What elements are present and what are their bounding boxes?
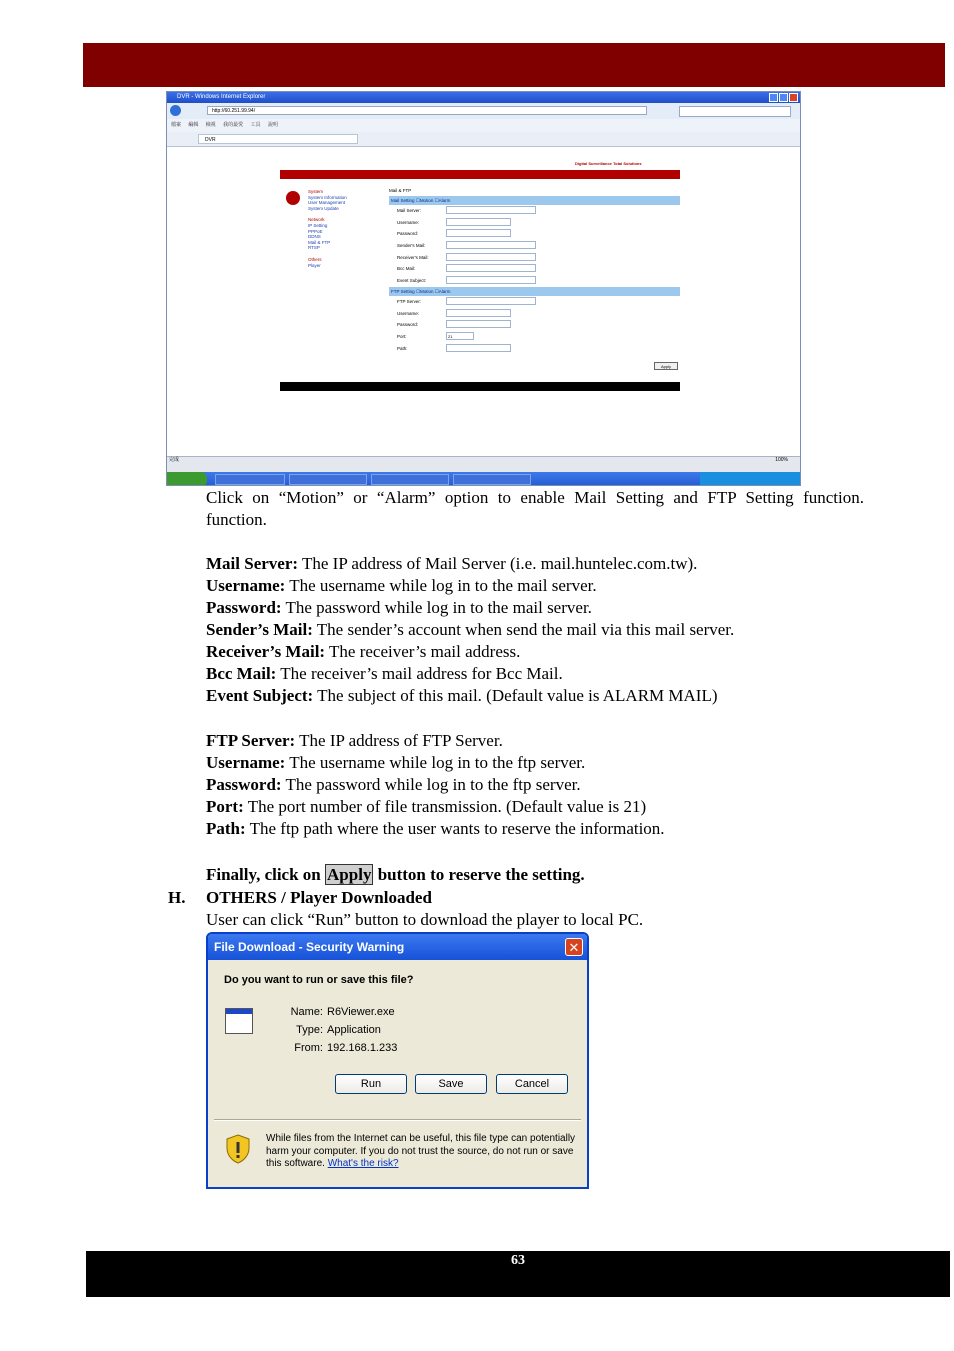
zoom-level[interactable]: 100% [775, 457, 788, 463]
field-label: Sender's Mail: [397, 243, 426, 249]
dvr-side-nav [308, 189, 347, 268]
maximize-icon[interactable] [779, 93, 788, 102]
ftp-setting-band: FTP Setting ☐Motion ☐Alarm [389, 287, 680, 296]
nav-item[interactable]: System Update [308, 205, 339, 211]
dvr-logo-icon [286, 191, 300, 205]
mail-password-input[interactable] [446, 229, 511, 237]
system-tray [700, 472, 800, 486]
form-section-title: Mail & FTP [389, 188, 412, 193]
back-icon[interactable] [170, 105, 181, 116]
nav-item[interactable]: RTSP [308, 245, 320, 251]
file-from: 192.168.1.233 [327, 1042, 398, 1054]
window-controls [769, 93, 798, 102]
sender-mail-input[interactable] [446, 241, 536, 249]
browser-window-title: DVR - Windows Internet Explorer [177, 94, 266, 100]
address-input[interactable]: http://60.251.99.94/ [207, 106, 647, 115]
mail-ftp-form [389, 188, 680, 354]
nav-item[interactable]: User Management [308, 200, 346, 206]
browser-title-bar [167, 92, 800, 103]
nav-item[interactable]: IP Setting [308, 222, 328, 228]
dvr-footer-bar [280, 382, 680, 391]
field-label: Event Subject: [397, 278, 427, 284]
taskbar-item[interactable] [289, 474, 367, 485]
divider [214, 1119, 581, 1121]
definition-row: Password: The password while log in to the mail server. [206, 598, 592, 617]
definition-row: Username: The username while log in to the ftp server. [206, 753, 586, 772]
taskbar-item[interactable] [215, 474, 285, 485]
dvr-header-bar [280, 170, 680, 179]
section-marker: H. [168, 888, 186, 907]
menu-bar: 檔案 編輯 檢視 我的最愛 工具 說明 [167, 119, 800, 132]
nav-header-system: System [308, 189, 324, 194]
definition-row: Path: The ftp path where the user wants to reserve the information. [206, 819, 665, 838]
application-icon [225, 1008, 253, 1034]
start-button[interactable] [167, 472, 207, 486]
field-label: FTP Server: [397, 298, 422, 304]
dialog-title: File Download - Security Warning [208, 934, 587, 960]
apply-button-inline: Apply [327, 865, 372, 884]
save-button[interactable]: Save [415, 1074, 487, 1094]
close-icon[interactable] [789, 93, 798, 102]
address-bar [167, 103, 800, 119]
cancel-button[interactable]: Cancel [496, 1074, 568, 1094]
definition-row: FTP Server: The IP address of FTP Server. [206, 731, 503, 750]
field-label: Username: [397, 219, 420, 225]
browser-screenshot [166, 91, 801, 486]
motion-checkbox[interactable]: Motion [419, 288, 434, 294]
field-label: Password: [397, 322, 419, 328]
file-name-row: Name: R6Viewer.exe [290, 1006, 395, 1018]
page-number: 63 [511, 1253, 525, 1268]
security-warning: While files from the Internet can be useful, this file type can potentially harm your computer. If you do not trust the source, do not run or save this software. What's the risk? [266, 1133, 576, 1169]
definition-row: Port: The port number of file transmission. (Default value is 21) [206, 797, 647, 816]
field-label: Mail Server: [397, 208, 422, 213]
mail-setting-band: Mail Setting ☐Motion ☐Alarm [389, 196, 680, 205]
ftp-definitions [206, 730, 864, 840]
close-icon[interactable]: ✕ [565, 938, 583, 956]
field-label: Receiver's Mail: [397, 254, 429, 260]
dialog-question: Do you want to run or save this file? [224, 974, 414, 986]
definition-row: Sender’s Mail: The sender’s account when send the mail via this mail server. [206, 620, 735, 639]
header-bar [83, 43, 945, 87]
definition-row: Password: The password while log in to the ftp server. [206, 775, 581, 794]
favorites-bar [167, 132, 800, 147]
field-label: Port: [397, 333, 407, 339]
ftp-port-input[interactable]: 21 [446, 332, 474, 340]
file-name: R6Viewer.exe [327, 1006, 395, 1018]
file-download-dialog [206, 932, 589, 1189]
search-input[interactable] [679, 106, 791, 117]
apply-button[interactable]: Apply [654, 362, 678, 370]
taskbar-item[interactable] [453, 474, 531, 485]
status-text: 完成 [169, 457, 180, 463]
nav-header-network: Network [308, 217, 325, 223]
dvr-slogan: Digital Surveillance Total Solutions [575, 161, 642, 166]
ftp-password-input[interactable] [446, 320, 511, 328]
intro-text-tail: function. [206, 510, 267, 529]
ftp-username-input[interactable] [446, 309, 511, 317]
bcc-mail-input[interactable] [446, 264, 536, 272]
nav-item[interactable]: DDNS [308, 234, 321, 240]
section-title: OTHERS / Player Downloaded [206, 888, 432, 907]
mail-username-input[interactable] [446, 218, 511, 226]
field-label: Username: [397, 310, 420, 316]
ftp-path-input[interactable] [446, 344, 511, 352]
definition-row: Username: The username while log in to the mail server. [206, 576, 597, 595]
risk-link[interactable]: What's the risk? [327, 1158, 399, 1169]
taskbar [167, 472, 800, 486]
field-label: Password: [397, 231, 419, 237]
ftp-server-input[interactable] [446, 297, 536, 305]
browser-tab[interactable]: DVR [198, 134, 358, 144]
nav-item[interactable]: PPPoE [308, 228, 323, 234]
file-type-row: Type: Application [296, 1024, 381, 1036]
event-subject-input[interactable] [446, 276, 536, 284]
alarm-checkbox[interactable]: Alarm [438, 288, 451, 294]
mail-server-input[interactable] [446, 206, 536, 214]
finally-instruction: Finally, click on Apply button to reserve the setting. [206, 865, 585, 884]
field-label: Path: [397, 345, 408, 351]
receiver-mail-input[interactable] [446, 253, 536, 261]
definition-row: Mail Server: The IP address of Mail Server (i.e. mail.huntelec.com.tw). [206, 554, 698, 573]
motion-checkbox[interactable]: Motion [419, 198, 434, 203]
minimize-icon[interactable] [769, 93, 778, 102]
definition-row: Bcc Mail: The receiver’s mail address for Bcc Mail. [206, 664, 563, 683]
file-type: Application [327, 1024, 381, 1036]
footer-bar [86, 1251, 950, 1297]
run-button[interactable]: Run [335, 1074, 407, 1094]
definition-row: Receiver’s Mail: The receiver’s mail address. [206, 642, 521, 661]
nav-header-others: Others [308, 256, 322, 262]
field-label: Bcc Mail: [397, 266, 416, 272]
mail-definitions [206, 553, 864, 707]
intro-text: Click on “Motion” or “Alarm” option to enable Mail Setting and FTP Setting function. [206, 488, 864, 507]
nav-item[interactable]: System Information [308, 194, 347, 200]
section-text: User can click “Run” button to download the player to local PC. [206, 910, 644, 929]
definition-row: Event Subject: The subject of this mail. (Default value is ALARM MAIL) [206, 686, 718, 705]
shield-warning-icon [225, 1134, 251, 1164]
nav-item[interactable]: Player [308, 262, 321, 268]
status-bar [167, 456, 800, 472]
alarm-checkbox[interactable]: Alarm [438, 198, 451, 203]
taskbar-item[interactable] [371, 474, 449, 485]
file-from-row: From: 192.168.1.233 [294, 1042, 398, 1054]
nav-item[interactable]: Mail & FTP [308, 239, 331, 245]
